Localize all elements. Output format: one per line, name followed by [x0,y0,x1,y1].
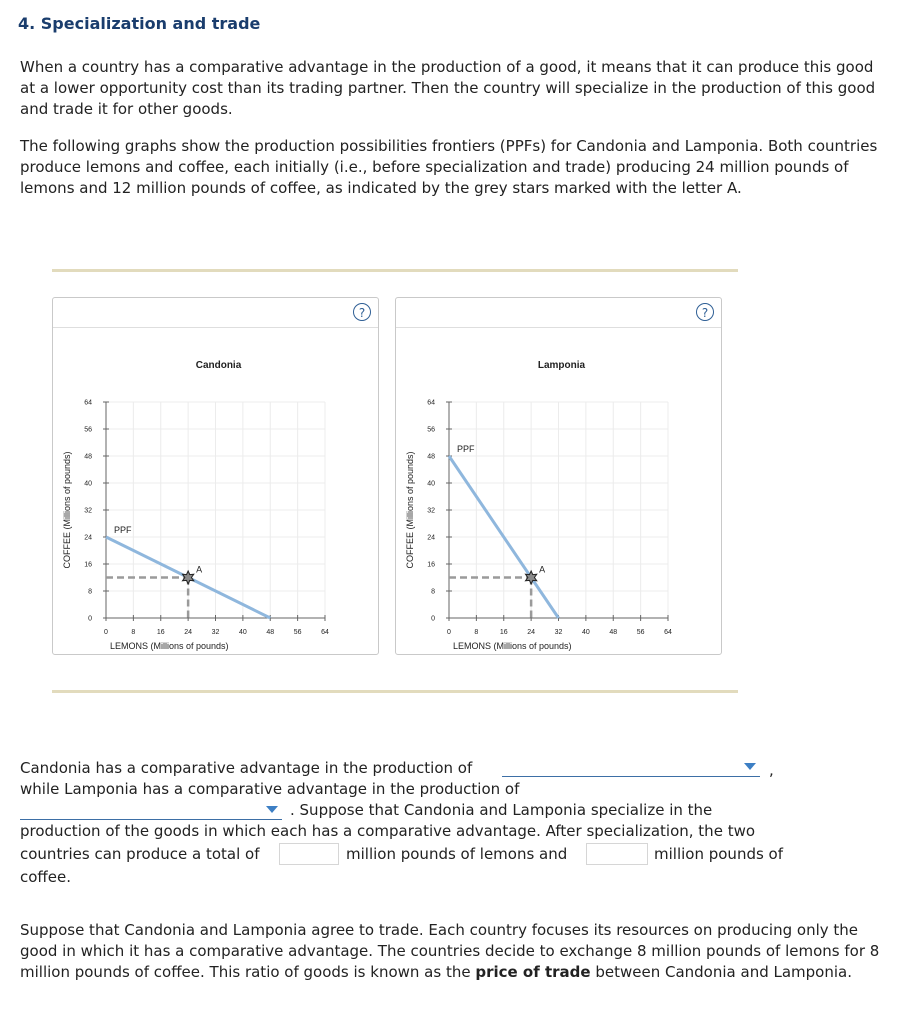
y-tick-label: 16 [84,561,92,569]
x-tick-label: 8 [474,629,479,636]
y-tick-label: 24 [427,534,435,542]
x-tick-label: 24 [527,629,536,636]
y-tick-label: 40 [84,480,92,488]
y-tick-label: 8 [88,588,92,596]
dropdown-arrow-icon [744,763,756,770]
candonia-advantage-select[interactable] [502,756,760,777]
dropdown-arrow-icon [266,806,278,813]
lamponia-ppf-chart [396,298,721,654]
question-line-2: while Lamponia has a comparative advantage in the production of [20,780,520,798]
y-tick-label: 32 [427,507,435,515]
y-tick-label: 16 [427,561,435,569]
x-tick-label: 48 [266,629,275,636]
x-tick-label: 64 [321,629,329,636]
lamponia-advantage-select[interactable] [20,799,282,820]
x-tick-label: 64 [664,629,672,636]
intro-paragraph: When a country has a comparative advantage in the production of a good, it means that it can produce this good at a lower opportunity cost than its trading partner. Then the country will specialize in the production of this good and trade it for other goods. [20,58,876,118]
x-tick-label: 8 [131,629,136,636]
question-line-1: Candonia has a comparative advantage in the production of [20,759,473,777]
comma-text: , [769,761,774,779]
x-axis-label: LEMONS (Millions of pounds) [453,641,572,651]
coffee-unit-text: million pounds of [654,845,784,863]
y-tick-label: 0 [431,615,435,623]
page-heading: 4. Specialization and trade [18,14,261,33]
y-tick-label: 24 [84,534,92,542]
point-a-label: A [539,564,546,575]
x-axis-label: LEMONS (Millions of pounds) [110,641,229,651]
question-line-4: production of the goods in which each has a comparative advantage. After specialization, the two [20,822,756,840]
y-axis-label: COFFEE (Millions of pounds) [405,451,415,569]
price-of-trade-term: price of trade [475,963,591,981]
trade-paragraph-start: Suppose that Candonia and Lamponia agree to trade. Each country focuses its resources on producing only the good in which it has a comparative advantage. The countries decide to exchange 8 million pounds of lemons for 8 million pounds of coffee. This ratio of goods is known as the [20,921,880,981]
x-tick-label: 40 [581,629,590,636]
lamponia-graph-panel [395,297,722,655]
candonia-graph-panel [52,297,379,655]
chart-title: Candonia [195,360,242,371]
x-tick-label: 56 [293,629,302,636]
y-axis-label: COFFEE (Millions of pounds) [62,451,72,569]
x-tick-label: 16 [156,629,165,636]
top-divider [52,269,738,272]
y-tick-label: 56 [427,426,435,434]
y-tick-label: 56 [84,426,92,434]
x-tick-label: 16 [499,629,508,636]
question-line-5: countries can produce a total of [20,845,260,863]
y-tick-label: 48 [427,453,435,461]
point-a-label: A [196,564,203,575]
y-tick-label: 64 [84,399,92,407]
help-icon[interactable]: ? [696,303,714,321]
lemons-unit-text: million pounds of lemons and [346,845,568,863]
graphs-paragraph: The following graphs show the production possibilities frontiers (PPFs) for Candonia and Lamponia. Both countries produce lemons and coffee, each initially (i.e., before specialization and trade) producing 24 million pounds of lemons and 12 million pounds of coffee, as indicated by the grey stars marked with the letter A. [20,137,878,197]
x-tick-label: 32 [211,629,220,636]
candonia-ppf-chart [53,298,378,654]
coffee-total-input[interactable] [586,843,648,865]
x-tick-label: 0 [447,629,451,636]
x-tick-label: 56 [636,629,645,636]
trade-paragraph-end: between Candonia and Lamponia. [595,963,852,981]
x-tick-label: 40 [238,629,247,636]
y-tick-label: 40 [427,480,435,488]
lemons-total-input[interactable] [279,843,339,865]
help-icon[interactable]: ? [353,303,371,321]
question-line-6: coffee. [20,868,71,886]
bottom-divider [52,690,738,693]
y-tick-label: 8 [431,588,435,596]
y-tick-label: 48 [84,453,92,461]
y-tick-label: 0 [88,615,92,623]
question-line-3: . Suppose that Candonia and Lamponia specialize in the [290,801,713,819]
y-tick-label: 32 [84,507,92,515]
x-tick-label: 0 [104,629,108,636]
x-tick-label: 24 [184,629,193,636]
ppf-label: PPF [114,525,132,535]
ppf-label: PPF [457,444,475,454]
trade-paragraph [20,920,880,983]
x-tick-label: 32 [554,629,563,636]
chart-title: Lamponia [537,360,586,371]
y-tick-label: 64 [427,399,435,407]
x-tick-label: 48 [609,629,618,636]
